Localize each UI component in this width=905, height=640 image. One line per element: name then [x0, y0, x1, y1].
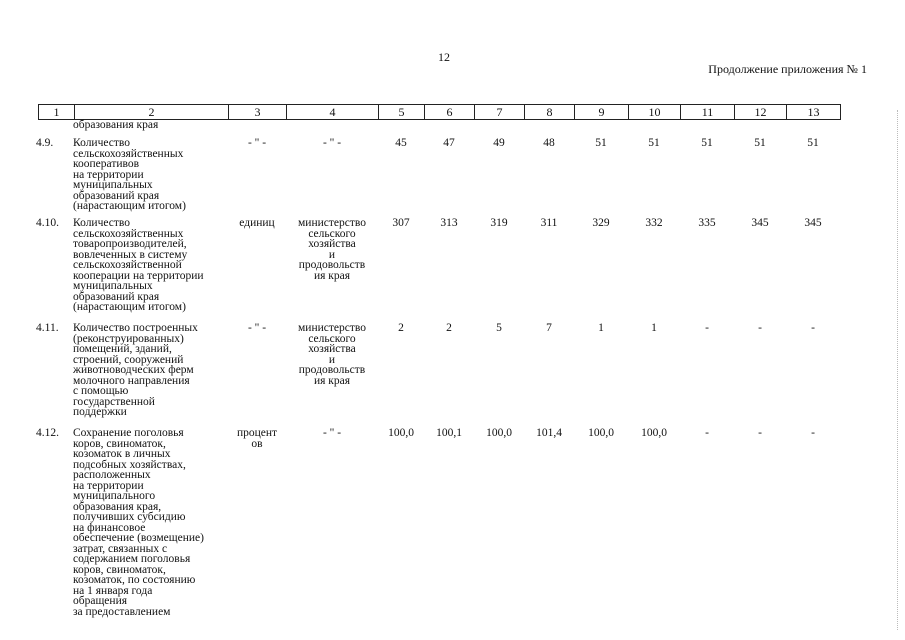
unit-cell: процент ов [236, 427, 278, 450]
unit-cell: - " - [247, 137, 267, 149]
header-col-12: 12 [735, 105, 787, 120]
value-col-6: 313 [440, 217, 458, 229]
value-col-6: 47 [443, 137, 455, 149]
value-col-5: 45 [395, 137, 407, 149]
value-col-8: 311 [540, 217, 558, 229]
table-row [0, 138, 905, 218]
indicator-rows [0, 120, 905, 628]
header-col-6: 6 [425, 105, 475, 120]
value-col-13: - [811, 427, 815, 439]
header-col-10: 10 [629, 105, 681, 120]
row-number: 4.12. [36, 427, 59, 439]
table-row [0, 218, 905, 323]
value-col-11: 51 [701, 137, 713, 149]
header-col-1: 1 [39, 105, 75, 120]
header-col-9: 9 [575, 105, 629, 120]
indicator-name: Сохранение поголовья коров, свиноматок, козоматок в личных подсобных хозяйствах, расположенных на территории муниципального образования края, получивших субсидию на финансовое обеспечение (возмещение) затрат, связанных с содержанием поголовья коров, свиноматок, козоматок, по состоянию на 1 января года обращения за предоставлением [73, 427, 204, 618]
row-number: 4.11. [36, 322, 59, 334]
value-col-5: 2 [398, 322, 404, 334]
header-col-2: 2 [75, 105, 229, 120]
value-col-7: 49 [493, 137, 505, 149]
page-number: 12 [438, 50, 450, 64]
indicator-name: Количество сельскохозяйственных товаропроизводителей, вовлеченных в систему сельскохозяйственной кооперации на территории муниципальных образований края (нарастающим итогом) [73, 217, 204, 313]
column-header-table [38, 104, 841, 120]
value-col-12: 51 [754, 137, 766, 149]
value-col-10: 332 [645, 217, 663, 229]
header-col-7: 7 [475, 105, 525, 120]
table-row [0, 428, 905, 628]
value-col-11: - [705, 322, 709, 334]
value-col-7: 319 [490, 217, 508, 229]
value-col-11: - [705, 427, 709, 439]
scan-edge-line [897, 110, 899, 630]
unit-cell: единиц [239, 217, 275, 229]
value-col-6: 100,1 [436, 427, 462, 439]
value-col-13: 345 [804, 217, 822, 229]
value-col-8: 101,4 [536, 427, 562, 439]
value-col-10: 51 [648, 137, 660, 149]
value-col-5: 307 [392, 217, 410, 229]
value-col-7: 100,0 [486, 427, 512, 439]
carryover-row [0, 120, 905, 138]
header-col-3: 3 [229, 105, 287, 120]
executor-cell: - " - [322, 427, 342, 439]
unit-cell: - " - [247, 322, 267, 334]
header-col-8: 8 [525, 105, 575, 120]
value-col-6: 2 [446, 322, 452, 334]
executor-cell: министерство сельского хозяйства и продовольств ия края [298, 217, 366, 282]
indicator-name: Количество сельскохозяйственных кооперативов на территории муниципальных образований края (нарастающим итогом) [73, 137, 186, 212]
value-col-9: 1 [598, 322, 604, 334]
value-col-10: 1 [651, 322, 657, 334]
indicator-name: Количество построенных (реконструированных) помещений, зданий, строений, сооружений животноводческих ферм молочного направления с помощью государственной поддержки [73, 322, 198, 418]
value-col-9: 329 [592, 217, 610, 229]
header-col-5: 5 [379, 105, 425, 120]
value-col-8: 48 [543, 137, 555, 149]
executor-cell: - " - [322, 137, 342, 149]
carryover-text: образования края [73, 119, 159, 131]
value-col-12: - [758, 427, 762, 439]
value-col-12: - [758, 322, 762, 334]
row-number: 4.10. [36, 217, 59, 229]
header-col-13: 13 [787, 105, 841, 120]
value-col-9: 100,0 [588, 427, 614, 439]
continuation-note: Продолжение приложения № 1 [708, 62, 867, 76]
value-col-13: 51 [807, 137, 819, 149]
value-col-11: 335 [698, 217, 716, 229]
value-col-7: 5 [496, 322, 502, 334]
value-col-13: - [811, 322, 815, 334]
value-col-9: 51 [595, 137, 607, 149]
row-number: 4.9. [36, 137, 54, 149]
table-row [0, 323, 905, 428]
header-col-11: 11 [681, 105, 735, 120]
executor-cell: министерство сельского хозяйства и продовольств ия края [298, 322, 366, 387]
value-col-10: 100,0 [641, 427, 667, 439]
header-col-4: 4 [287, 105, 379, 120]
value-col-8: 7 [546, 322, 552, 334]
value-col-5: 100,0 [388, 427, 414, 439]
value-col-12: 345 [751, 217, 769, 229]
